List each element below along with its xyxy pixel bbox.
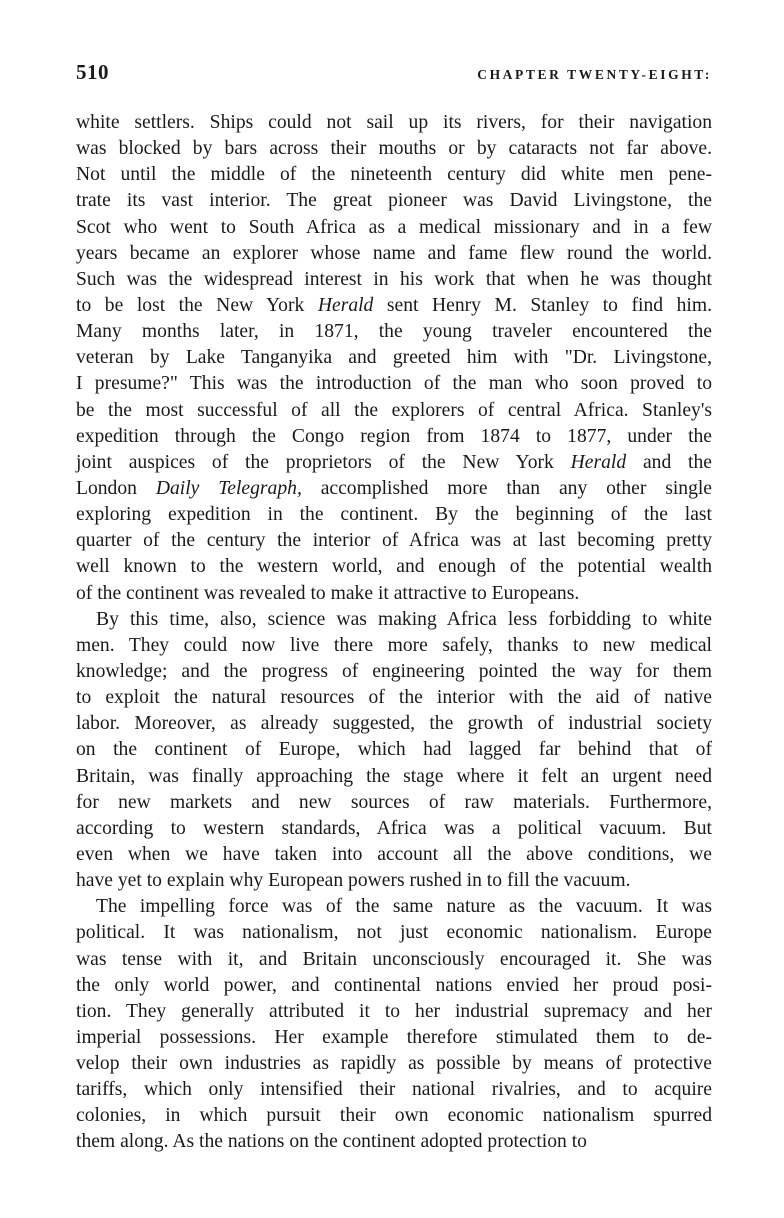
text-line: on the continent of Europe, which had lagged far behind that of [76, 739, 712, 761]
text-line: By this time, also, science was making Africa less forbidding to white [96, 608, 712, 630]
text-line: tion. They generally attributed it to her industrial supremacy and her [76, 1000, 712, 1022]
text-line: I presume?" This was the introduction of the man who soon proved to [76, 373, 712, 395]
text-line: Many months later, in 1871, the young traveler encountered the [76, 321, 712, 343]
text-line: joint auspices of the proprietors of the New York Herald and the [76, 451, 712, 473]
paragraph [76, 607, 712, 895]
body-text [76, 110, 712, 1156]
text-line: them along. As the nations on the continent adopted protection to [76, 1131, 587, 1153]
chapter-heading: CHAPTER TWENTY-EIGHT: [477, 67, 712, 82]
page-number: 510 [76, 60, 109, 84]
text-line: well known to the western world, and enough of the potential wealth [76, 556, 712, 578]
text-line: Not until the middle of the nineteenth century did white men pene- [76, 164, 712, 186]
text-line: the only world power, and continental nations envied her proud posi- [76, 974, 712, 996]
text-line: be the most successful of all the explorers of central Africa. Stanley's [76, 399, 712, 421]
text-line: London Daily Telegraph, accomplished more than any other single [76, 477, 713, 499]
text-line: years became an explorer whose name and fame flew round the world. [76, 242, 712, 264]
text-line: imperial possessions. Her example therefore stimulated them to de- [76, 1026, 712, 1048]
running-head [76, 60, 712, 90]
text-line: Britain, was finally approaching the stage where it felt an urgent need [76, 765, 712, 787]
text-line: men. They could now live there more safely, thanks to new medical [76, 634, 712, 656]
text-line: tariffs, which only intensified their national rivalries, and to acquire [76, 1079, 712, 1101]
text-line: even when we have taken into account all the above conditions, we [76, 843, 712, 865]
text-line: Scot who went to South Africa as a medical missionary and in a few [76, 216, 712, 238]
text-line: was tense with it, and Britain unconsciously encouraged it. She was [76, 948, 712, 970]
text-line: according to western standards, Africa was a political vacuum. But [76, 817, 712, 839]
text-line: have yet to explain why European powers rushed in to fill the vacuum. [76, 870, 631, 892]
paragraph [76, 894, 712, 1155]
text-line: of the continent was revealed to make it attractive to Europeans. [76, 582, 580, 604]
text-line: was blocked by bars across their mouths or by cataracts not far above. [76, 138, 712, 160]
text-line: political. It was nationalism, not just economic nationalism. Europe [76, 922, 712, 944]
text-line: veteran by Lake Tanganyika and greeted him with "Dr. Livingstone, [76, 347, 712, 369]
text-line: velop their own industries as rapidly as possible by means of protective [76, 1053, 712, 1075]
text-line: for new markets and new sources of raw materials. Furthermore, [76, 791, 712, 813]
text-line: colonies, in which pursuit their own economic nationalism spurred [76, 1105, 712, 1127]
text-line: white settlers. Ships could not sail up its rivers, for their navigation [76, 112, 712, 133]
text-line: to be lost the New York Herald sent Henry M. Stanley to find him. [76, 294, 712, 316]
text-line: Such was the widespread interest in his work that when he was thought [76, 268, 712, 290]
text-line: The impelling force was of the same nature as the vacuum. It was [96, 896, 712, 918]
text-line: knowledge; and the progress of engineering pointed the way for them [76, 660, 712, 682]
text-line: labor. Moreover, as already suggested, the growth of industrial society [76, 713, 712, 735]
text-line: exploring expedition in the continent. By the beginning of the last [76, 504, 712, 526]
text-line: to exploit the natural resources of the interior with the aid of native [76, 687, 712, 709]
text-line: quarter of the century the interior of Africa was at last becoming pretty [76, 530, 712, 552]
text-line: expedition through the Congo region from 1874 to 1877, under the [76, 425, 712, 447]
paragraph [76, 110, 712, 607]
text-line: trate its vast interior. The great pioneer was David Livingstone, the [76, 190, 712, 212]
